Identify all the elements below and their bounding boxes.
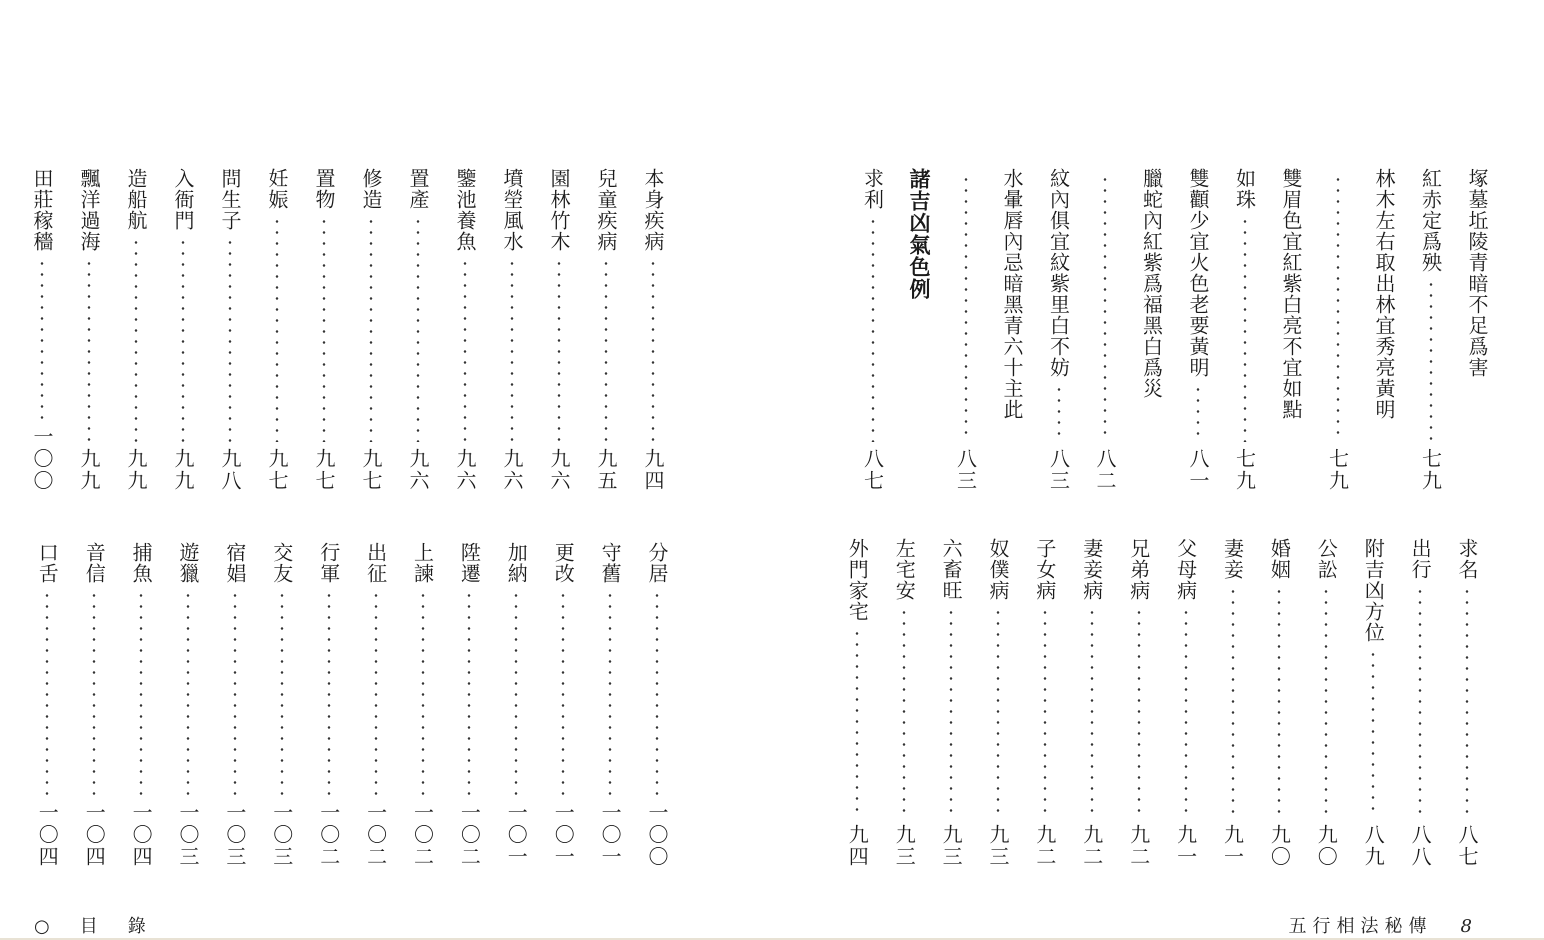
toc-entry	[589, 168, 623, 492]
toc-entry	[25, 168, 59, 492]
toc-page-number: 一〇一	[551, 802, 576, 868]
toc-entry-title: 捕魚	[129, 542, 154, 584]
toc-page-number: 一〇四	[35, 802, 60, 868]
toc-entry	[448, 168, 482, 492]
toc-entry-title: 田莊稼穡	[30, 168, 54, 252]
toc-entry	[312, 542, 346, 868]
toc-entry-title: 如珠	[1232, 168, 1257, 210]
toc-page-number: 一〇四	[129, 802, 154, 868]
toc-page-number: 九五	[594, 448, 618, 492]
toc-entry	[934, 538, 968, 868]
dot-leader	[359, 590, 393, 796]
toc-entry-title: 外門家宅	[845, 538, 870, 622]
toc-entry	[30, 542, 64, 868]
toc-entry-title: 婚姻	[1267, 538, 1292, 580]
toc-entry	[213, 168, 247, 492]
toc-entry-title: 問生子	[218, 168, 242, 231]
toc-entry	[1356, 538, 1390, 868]
toc-page-number: 八一	[1186, 448, 1210, 492]
toc-entry-title: 臘蛇內紅紫爲福黑白爲災	[1139, 168, 1164, 399]
toc-entry-title: 造船航	[124, 168, 148, 231]
toc-entry	[1309, 538, 1343, 868]
toc-entry	[1460, 168, 1494, 492]
dot-leader	[546, 590, 580, 796]
toc-entry	[640, 542, 674, 868]
toc-page-number: 七九	[1418, 448, 1443, 492]
toc-entry-title: 陞遷	[457, 542, 482, 584]
dot-leader	[1356, 649, 1390, 818]
footer-left	[34, 912, 176, 938]
toc-entry	[401, 168, 435, 492]
dot-leader	[1042, 384, 1076, 442]
toc-page-number: 九八	[218, 448, 242, 492]
toc-entry-title: 入衙門	[171, 168, 195, 231]
dot-leader	[949, 174, 983, 442]
dot-leader	[312, 590, 346, 796]
dot-leader	[499, 590, 533, 796]
toc-entry-title: 左宅安	[892, 538, 917, 601]
toc-entry-title: 奴僕病	[986, 538, 1010, 601]
dot-leader	[1450, 586, 1484, 818]
toc-entry-title: 行軍	[316, 542, 341, 584]
toc-entry	[452, 542, 486, 868]
toc-page-number: 九六	[547, 448, 571, 492]
toc-entry-title: 更改	[551, 542, 576, 584]
toc-entry	[1321, 168, 1355, 492]
toc-page-number: 九七	[265, 448, 289, 492]
toc-page-number: 九三	[892, 824, 917, 868]
toc-entry	[72, 168, 106, 492]
toc-entry	[1181, 168, 1215, 492]
toc-entry-title: 六畜旺	[939, 538, 964, 601]
toc-entry-title: 妻妾	[1220, 538, 1245, 580]
section-heading-text: 諸吉凶氣色例	[907, 168, 932, 300]
toc-entry	[1450, 538, 1484, 868]
toc-page-number: 一〇二	[410, 802, 435, 868]
toc-entry	[166, 168, 200, 492]
dot-leader	[119, 237, 153, 442]
toc-entry-title: 置產	[406, 168, 430, 210]
toc-page-number: 九一	[1220, 824, 1245, 868]
toc-entry-title: 墳塋風水	[500, 168, 524, 252]
toc-entry	[840, 538, 874, 868]
footer-book-title: 五行相法秘傳	[1288, 916, 1433, 937]
toc-entry-title: 園林竹木	[547, 168, 571, 252]
toc-entry-title: 求利	[860, 168, 885, 210]
dot-leader	[171, 590, 205, 796]
dot-leader	[495, 258, 529, 442]
toc-entry-title: 交友	[269, 542, 294, 584]
dot-leader	[30, 590, 64, 796]
toc-page-number: 八九	[1361, 824, 1386, 868]
toc-entry-title: 守舊	[598, 542, 623, 584]
toc-page-number: 九三	[986, 824, 1010, 868]
toc-page-number: 八七	[1455, 824, 1479, 868]
toc-entry-title: 林木左右取出林宜秀亮黃明	[1372, 168, 1396, 420]
dot-leader	[1169, 607, 1203, 818]
toc-entry-title: 公訟	[1314, 538, 1339, 580]
toc-entry	[1274, 168, 1308, 492]
toc-entry-title: 加納	[504, 542, 529, 584]
dot-leader	[260, 216, 294, 442]
toc-page-number: 九六	[500, 448, 524, 492]
toc-entry-title: 上諫	[410, 542, 435, 584]
dot-leader	[887, 607, 921, 818]
toc-entry	[1042, 168, 1076, 492]
toc-entry-title: 鑒池養魚	[453, 168, 477, 252]
dot-leader	[640, 590, 674, 796]
toc-entry	[1414, 168, 1448, 492]
toc-entry	[1228, 168, 1262, 492]
toc-entry-title: 子女病	[1032, 538, 1057, 601]
toc-entry-title: 出征	[363, 542, 388, 584]
dot-leader	[72, 258, 106, 442]
toc-entry	[1135, 168, 1169, 492]
toc-entry	[171, 542, 205, 868]
dot-leader	[593, 590, 627, 796]
toc-entry-title: 水暈唇內忌暗黑青六十主此	[1000, 168, 1024, 420]
toc-entry	[1169, 538, 1203, 868]
dot-leader	[934, 607, 968, 818]
dot-leader	[1309, 586, 1343, 818]
dot-leader	[542, 258, 576, 442]
dot-leader	[1088, 174, 1122, 442]
toc-page-number: 九二	[1032, 824, 1057, 868]
dot-leader	[218, 590, 252, 796]
toc-entry	[359, 542, 393, 868]
toc-page-number: 八二	[1093, 448, 1117, 492]
dot-leader	[1181, 384, 1215, 442]
dot-leader	[840, 628, 874, 818]
dot-leader	[1228, 216, 1262, 442]
toc-entry	[260, 168, 294, 492]
toc-entry-title: 紋內俱宜紋紫里白不妨	[1046, 168, 1071, 378]
dot-leader	[1122, 607, 1156, 818]
dot-leader	[166, 237, 200, 442]
toc-page-number: 九〇	[1314, 824, 1339, 868]
toc-page-number: 八三	[953, 448, 978, 492]
toc-entry-title: 兒童疾病	[594, 168, 618, 252]
toc-page-number: 九二	[1126, 824, 1151, 868]
toc-page-number: 一〇二	[316, 802, 341, 868]
dot-leader	[25, 258, 59, 420]
dot-leader	[636, 258, 670, 442]
toc-entry	[499, 542, 533, 868]
toc-page-number: 一〇二	[363, 802, 388, 868]
toc-entry	[1028, 538, 1062, 868]
dot-leader	[406, 590, 440, 796]
toc-entry	[546, 542, 580, 868]
toc-page-number: 九三	[939, 824, 964, 868]
toc-entry-title: 附吉凶方位	[1361, 538, 1386, 643]
dot-leader	[307, 216, 341, 442]
toc-page-number: 七九	[1232, 448, 1257, 492]
toc-entry	[542, 168, 576, 492]
toc-entry	[495, 168, 529, 492]
toc-page-number: 八八	[1408, 824, 1433, 868]
dot-leader	[401, 216, 435, 442]
dot-leader	[1216, 586, 1250, 818]
toc-entry-title: 口舌	[35, 542, 60, 584]
dot-leader	[1262, 586, 1296, 818]
dot-leader	[452, 590, 486, 796]
toc-entry	[636, 168, 670, 492]
dot-leader	[1414, 279, 1448, 442]
toc-page-number: 七九	[1325, 448, 1350, 492]
toc-entry	[1088, 168, 1122, 492]
toc-entry	[887, 538, 921, 868]
dot-leader	[354, 216, 388, 442]
toc-page-number: 九七	[359, 448, 383, 492]
dot-leader	[124, 590, 158, 796]
toc-page-number: 九二	[1079, 824, 1104, 868]
toc-entry	[77, 542, 111, 868]
toc-page-number: 一〇〇	[30, 426, 54, 492]
dot-leader	[1321, 174, 1355, 442]
dot-leader	[981, 607, 1015, 818]
section-heading	[902, 168, 936, 492]
toc-page-number: 一〇〇	[645, 802, 669, 868]
toc-entry	[354, 168, 388, 492]
toc-entry-title: 兄弟病	[1126, 538, 1151, 601]
toc-entry-title: 分居	[645, 542, 669, 584]
toc-entry	[406, 542, 440, 868]
toc-entry-title: 父母病	[1173, 538, 1198, 601]
toc-entry-title: 音信	[82, 542, 107, 584]
toc-entry	[981, 538, 1015, 868]
toc-entry-title: 宿娼	[222, 542, 247, 584]
toc-entry-title: 求名	[1455, 538, 1479, 580]
dot-leader	[448, 258, 482, 442]
toc-entry-title: 修造	[359, 168, 383, 210]
toc-entry-title: 出行	[1408, 538, 1433, 580]
toc-entry	[1262, 538, 1296, 868]
toc-entry-title: 飄洋過海	[77, 168, 101, 252]
toc-page-number: 九四	[641, 448, 665, 492]
toc-entry	[1367, 168, 1401, 492]
toc-entry-title: 雙顴少宜火色老要黃明	[1186, 168, 1210, 378]
toc-entry-title: 紅赤定爲殃	[1418, 168, 1443, 273]
toc-entry	[949, 168, 983, 492]
toc-page-number: 九九	[77, 448, 101, 492]
toc-entry	[307, 168, 341, 492]
toc-entry-title: 本身疾病	[641, 168, 665, 252]
toc-entry	[1216, 538, 1250, 868]
toc-entry-title: 妊娠	[265, 168, 289, 210]
dot-leader	[265, 590, 299, 796]
toc-entry	[124, 542, 158, 868]
toc-entry	[995, 168, 1029, 492]
toc-page-number: 一〇一	[598, 802, 623, 868]
dot-leader	[856, 216, 890, 442]
toc-page-number: 一〇三	[222, 802, 247, 868]
toc-entry	[593, 542, 627, 868]
dot-leader	[213, 237, 247, 442]
dot-leader	[77, 590, 111, 796]
footer-page-number: 8	[1460, 916, 1472, 937]
toc-page-number: 九九	[124, 448, 148, 492]
toc-entry-title: 雙眉色宜紅紫白亮不宜如點	[1279, 168, 1303, 420]
toc-page-number: 九七	[312, 448, 336, 492]
dot-leader	[1403, 586, 1437, 818]
toc-page-number: 八七	[860, 448, 885, 492]
toc-page-number: 一〇四	[82, 802, 107, 868]
toc-entry	[1075, 538, 1109, 868]
toc-entry	[119, 168, 153, 492]
toc-entry	[265, 542, 299, 868]
dot-leader	[589, 258, 623, 442]
footer-left-text: ○目錄	[34, 916, 176, 937]
toc-page-number: 九六	[406, 448, 430, 492]
toc-page-number: 一〇二	[457, 802, 482, 868]
toc-entry-title: 遊獵	[176, 542, 200, 584]
toc-page-number: 九一	[1173, 824, 1198, 868]
dot-leader	[1028, 607, 1062, 818]
toc-page-number: 九四	[845, 824, 870, 868]
toc-entry	[856, 168, 890, 492]
toc-entry	[1403, 538, 1437, 868]
toc-entry-title: 妻妾病	[1079, 538, 1104, 601]
footer-right	[1289, 912, 1472, 938]
toc-page-number: 一〇三	[269, 802, 294, 868]
toc-page-number: 九〇	[1267, 824, 1292, 868]
dot-leader	[1075, 607, 1109, 818]
toc-entry	[218, 542, 252, 868]
toc-page-number: 一〇三	[176, 802, 200, 868]
toc-entry-title: 塚墓坵陵青暗不足爲害	[1465, 168, 1489, 378]
toc-page-number: 九六	[453, 448, 477, 492]
toc-page-number: 八三	[1046, 448, 1071, 492]
toc-entry-title: 置物	[312, 168, 336, 210]
toc-entry	[1122, 538, 1156, 868]
toc-page-number: 九九	[171, 448, 195, 492]
toc-page-number: 一〇一	[504, 802, 529, 868]
